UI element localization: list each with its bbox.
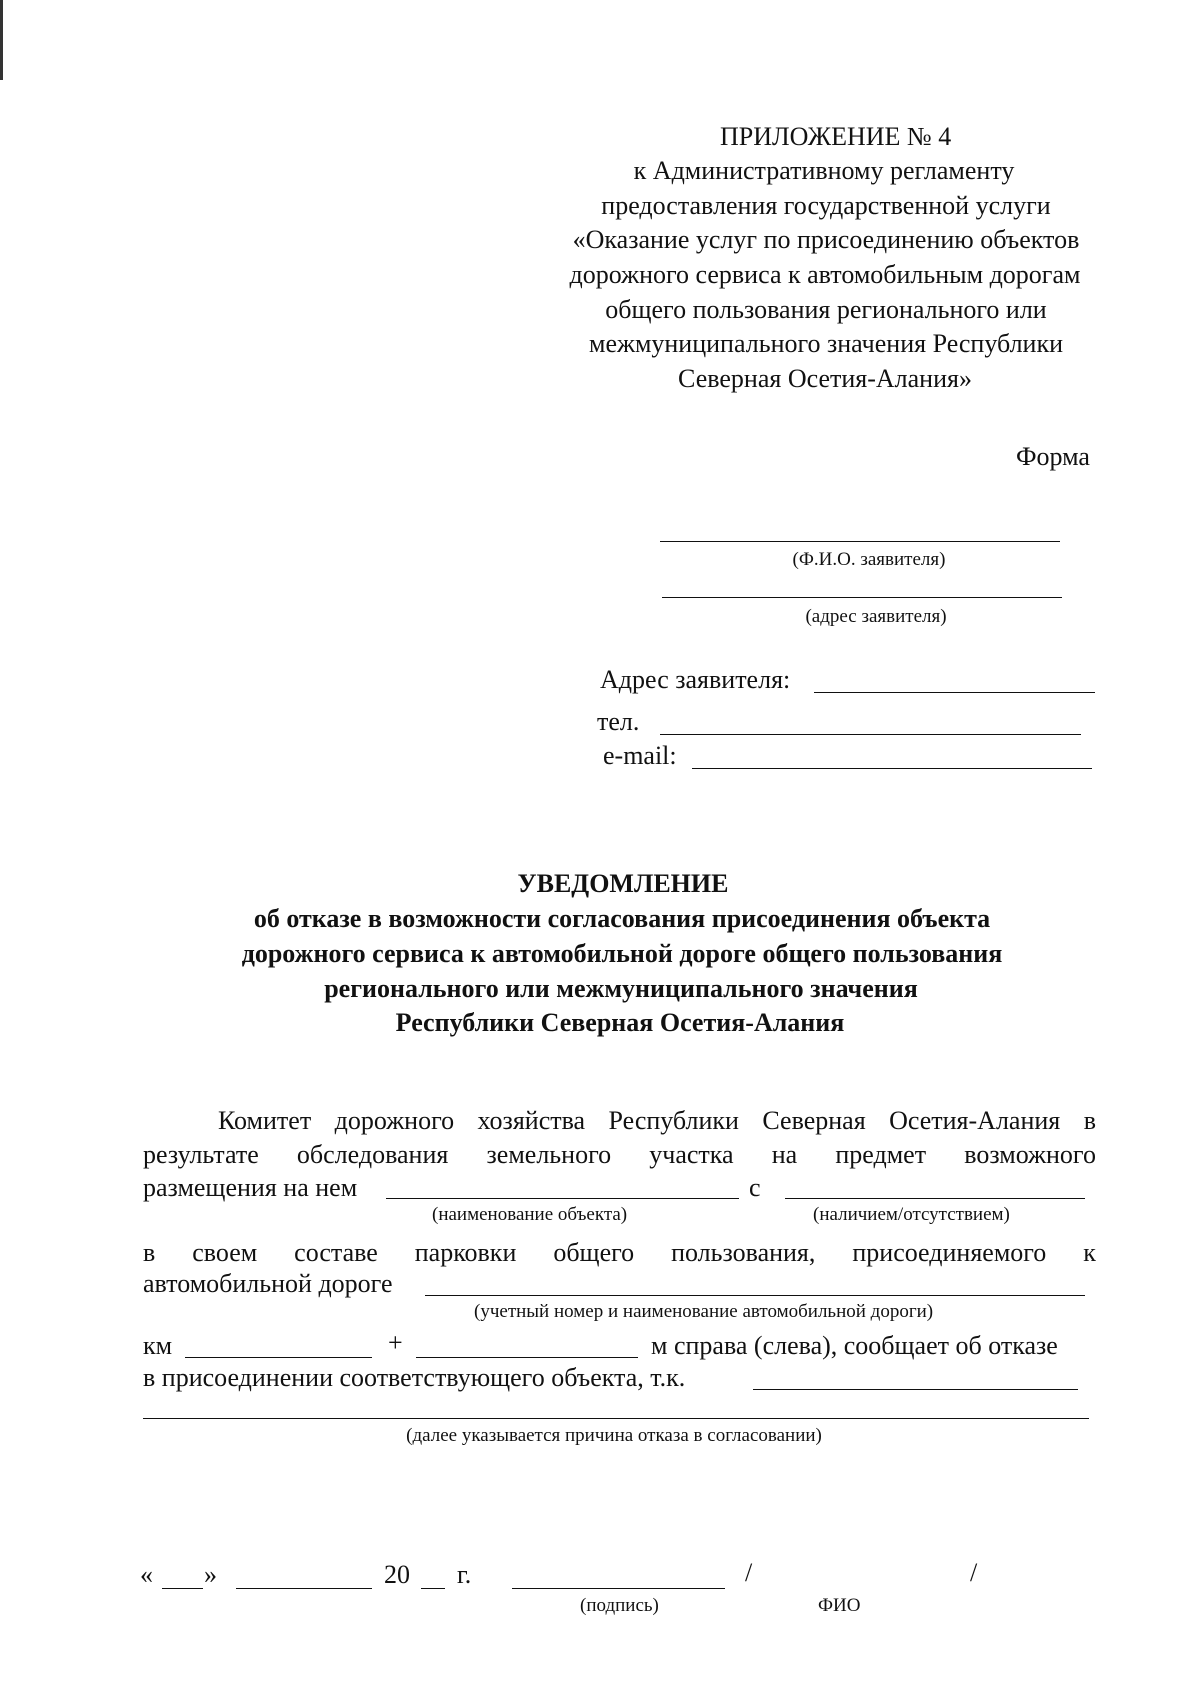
signature-slash: /: [745, 1558, 753, 1587]
appendix-line: общего пользования регионального или: [605, 295, 1047, 324]
body-word: Республики: [608, 1106, 739, 1135]
date-year-suffix: г.: [457, 1560, 472, 1589]
applicant-fio-line[interactable]: [660, 541, 1060, 542]
appendix-line: межмуниципального значения Республики: [588, 329, 1064, 358]
km-field-line[interactable]: [185, 1357, 372, 1358]
body-line-6-plus: +: [388, 1328, 403, 1357]
body-line-1: [218, 1108, 1096, 1134]
body-line-4: [143, 1240, 1096, 1266]
fio-caption: ФИО: [818, 1595, 861, 1616]
body-word: пользования,: [671, 1238, 816, 1267]
applicant-fio-caption: (Ф.И.О. заявителя): [792, 549, 946, 570]
signature-caption: (подпись): [580, 1595, 659, 1616]
email-field-line[interactable]: [692, 768, 1092, 769]
reason-caption: (далее указывается причина отказа в согласовании): [406, 1425, 822, 1446]
object-name-caption: (наименование объекта): [432, 1204, 628, 1225]
body-word: на: [771, 1140, 798, 1169]
road-line[interactable]: [425, 1295, 1085, 1296]
body-line-6-km: км: [143, 1331, 173, 1360]
meter-field-line[interactable]: [416, 1357, 638, 1358]
object-name-line[interactable]: [386, 1198, 739, 1199]
body-line-5-start: автомобильной дороге: [143, 1269, 393, 1298]
body-word: результате: [143, 1140, 259, 1169]
date-day-line[interactable]: [162, 1588, 203, 1589]
body-word: Комитет: [218, 1106, 312, 1135]
email-label: e-mail:: [603, 741, 677, 770]
presence-line[interactable]: [785, 1198, 1085, 1199]
appendix-line: Северная Осетия-Алания»: [678, 364, 972, 393]
applicant-address-line[interactable]: [662, 597, 1062, 598]
signature-line[interactable]: [512, 1588, 725, 1589]
body-word: своем: [192, 1238, 258, 1267]
reason-full-line[interactable]: [143, 1418, 1089, 1419]
body-word: составе: [294, 1238, 378, 1267]
presence-caption: (наличием/отсутствием): [813, 1204, 1010, 1225]
body-line-6-end: м справа (слева), сообщает об отказе: [651, 1331, 1058, 1360]
body-line-3-mid: с: [749, 1173, 761, 1202]
body-word: земельного: [486, 1140, 612, 1169]
appendix-line: предоставления государственной услуги: [601, 191, 1051, 220]
appendix-line: «Оказание услуг по присоединению объектов: [572, 225, 1080, 254]
reason-inline-line[interactable]: [753, 1389, 1078, 1390]
address-field-line[interactable]: [814, 692, 1095, 693]
body-line-2: [143, 1142, 1096, 1168]
date-quote-close: »: [204, 1560, 217, 1589]
phone-label: тел.: [597, 707, 640, 736]
appendix-line: к Административному регламенту: [633, 156, 1015, 185]
address-label: Адрес заявителя:: [600, 665, 791, 694]
body-word: в: [143, 1238, 156, 1267]
notice-subtitle-line: дорожного сервиса к автомобильной дороге общего пользования: [241, 939, 1003, 968]
notice-subtitle-line: об отказе в возможности согласования присоединения объекта: [253, 904, 991, 933]
body-word: общего: [553, 1238, 635, 1267]
appendix-line: дорожного сервиса к автомобильным дорогам: [569, 260, 1081, 289]
body-line-3-start: размещения на нем: [143, 1173, 358, 1202]
form-label: Форма: [1016, 442, 1090, 471]
notice-title: УВЕДОМЛЕНИЕ: [517, 869, 729, 898]
applicant-address-caption: (адрес заявителя): [805, 606, 947, 627]
date-year-prefix: 20: [384, 1560, 410, 1589]
road-caption: (учетный номер и наименование автомобильной дороги): [474, 1301, 934, 1322]
appendix-title: ПРИЛОЖЕНИЕ № 4: [720, 122, 952, 151]
notice-subtitle-line: регионального или межмуниципального значения: [324, 974, 918, 1003]
date-year-line[interactable]: [421, 1588, 445, 1589]
body-word: возможного: [964, 1140, 1096, 1169]
date-month-line[interactable]: [236, 1588, 372, 1589]
phone-field-line[interactable]: [660, 734, 1081, 735]
body-word: присоединяемого: [852, 1238, 1047, 1267]
body-word: к: [1083, 1238, 1096, 1267]
body-word: парковки: [414, 1238, 517, 1267]
body-word: Северная: [762, 1106, 866, 1135]
body-word: Осетия-Алания: [889, 1106, 1061, 1135]
date-quote-open: «: [140, 1560, 153, 1589]
body-word: обследования: [296, 1140, 449, 1169]
body-word: дорожного: [334, 1106, 455, 1135]
body-line-7-start: в присоединении соответствующего объекта, т.к.: [143, 1363, 686, 1392]
scan-edge-mark: [0, 0, 3, 80]
fio-slash: /: [970, 1558, 978, 1587]
body-word: предмет: [835, 1140, 927, 1169]
body-word: хозяйства: [477, 1106, 586, 1135]
body-word: в: [1083, 1106, 1096, 1135]
notice-subtitle-line: Республики Северная Осетия-Алания: [395, 1008, 845, 1037]
body-word: участка: [649, 1140, 734, 1169]
